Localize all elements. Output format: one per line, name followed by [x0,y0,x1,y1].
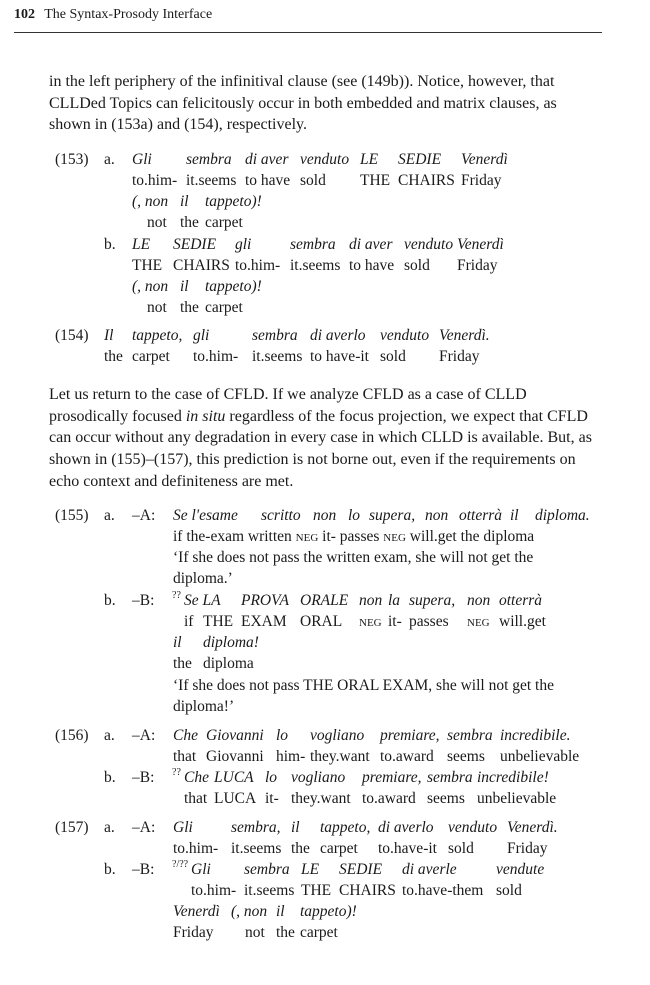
gloss-word: the [180,214,199,231]
gloss-word: it- [265,790,279,807]
gloss-word: LUCA [214,790,257,807]
gloss-word: the [180,299,199,316]
gloss-word: Che [173,727,198,744]
gloss-word: scritto [261,507,301,524]
gloss-word: venduto [300,151,350,168]
gloss-word: LE [360,151,379,168]
gloss-word: venduto [448,819,498,836]
gloss-word: di aver [245,151,289,168]
gloss-word: the [104,348,123,365]
sub-label: b. [104,769,116,786]
gloss-word: THE [301,882,332,899]
gloss-word: tappeto)! [205,193,262,210]
gloss-word: him- [276,748,306,765]
gloss-word: diploma [203,655,254,672]
gloss-word: THE [360,172,391,189]
gloss-word: to.him- [193,348,239,365]
gloss-word: they.want [310,748,370,765]
speaker-label: –A: [132,727,156,744]
speaker-label: –B: [132,592,155,609]
gloss-word: to.him- [191,882,237,899]
gloss-word: sold [448,840,474,857]
gloss-word: il [173,634,182,651]
gloss-word: unbelievable [500,748,580,765]
gloss-word: il [276,903,285,920]
gloss-word: Gli [173,819,193,836]
gloss-word: if [184,613,194,630]
gloss-word: sold [380,348,406,365]
gloss-word: otterrà [459,507,503,524]
gloss-word: Friday [457,257,498,274]
gloss-word: vogliano [310,727,365,744]
gloss-word: CHAIRS [339,882,396,899]
speaker-label: –A: [132,819,156,836]
gloss-word: gli [235,236,252,253]
gloss-word: Venerdì [173,903,220,920]
gloss-word: that [173,748,197,765]
gloss-word: passes [409,613,449,630]
example-number: (157) [55,819,89,836]
gloss-word: la [388,592,401,609]
gloss-word: vogliano [291,769,346,786]
gloss-word: sold [300,172,326,189]
gloss-word: tappeto, [320,819,371,836]
example-number: (156) [55,727,89,744]
gloss-word: SEDIE [339,861,383,878]
gloss-word: seems [427,790,465,807]
gloss-word: Friday [173,924,214,941]
gloss-word: il [180,278,189,295]
gloss-word: to.him- [132,172,178,189]
gloss-word: it.seems [290,257,341,274]
gloss-word: sembra [427,769,473,786]
gloss-word: seems [447,748,485,765]
gloss-word: Che [184,769,209,786]
gloss-word: carpet [300,924,338,941]
gloss-word: Friday [507,840,548,857]
gloss-word: sembra [290,236,336,253]
gloss-word: venduto [404,236,454,253]
gloss-word: not [147,299,167,316]
gloss-word: Venerdì. [439,327,490,344]
gloss-word: Friday [439,348,480,365]
gloss-word: not [147,214,167,231]
gloss-word: sembra [186,151,232,168]
gloss-word: ORAL [300,613,343,630]
paragraph-2: Let us return to the case of CFLD. If we analyze CFLD as a case of CLLD prosodically focused in situ regardless of the focus projection, we expect that CFLD can occur without any degradation in every case in which CLLD is available. But, as shown in (155)–(157), this prediction is not borne out, even if the requirements on echo context and definiteness are met. [49,386,592,490]
gloss-word: non [467,592,491,609]
gloss-word: sembra [244,861,290,878]
gloss-word: sold [496,882,522,899]
gloss-word: supera, [369,507,416,524]
gloss-word: diploma! [203,634,259,651]
gloss-word: that [184,790,208,807]
gloss-word: it- [388,613,402,630]
gloss-word: CHAIRS [398,172,455,189]
gloss-word: il [510,507,519,524]
gloss-word: to have-it [310,348,369,365]
gloss-word: carpet [205,299,243,316]
gloss-word: il [291,819,300,836]
gloss-word: incredibile! [477,769,549,786]
speaker-label: –B: [132,769,155,786]
translation: diploma!’ [173,698,235,715]
gloss-word: di averlo [378,819,434,836]
gloss-word: lo [265,769,278,786]
gloss-word: Venerdì [461,151,508,168]
translation: ‘If she does not pass THE ORAL EXAM, she will not get the [173,677,554,694]
gloss-word: it.seems [186,172,237,189]
gloss-word: (, non [132,193,169,210]
gloss-word: premiare, [362,769,422,786]
gloss-word: Se l'esame [173,507,238,524]
gloss-word: Giovanni [206,748,264,765]
gloss-word: to have [245,172,291,189]
gloss-word: carpet [320,840,358,857]
gloss-word: Friday [461,172,502,189]
gloss-word: Gli [132,151,152,168]
gloss-word: carpet [205,214,243,231]
gloss-word: otterrà [499,592,543,609]
paragraph-1: in the left periphery of the infinitival clause (see (149b)). Notice, however, that CLLDed Topics can felicitously occur in both embedded and matrix clauses, as shown in (153a) and (154), respectively. [49,73,557,134]
gloss-word: gli [193,327,210,344]
gloss-word: supera, [409,592,456,609]
gloss-word: tappeto)! [205,278,262,295]
gloss-word: non [313,507,337,524]
example-number: (153) [55,151,89,168]
gloss-line: if the-exam written neg it- passes neg will.get the diploma [173,528,535,545]
translation: diploma.’ [173,570,233,587]
sub-label: b. [104,861,116,878]
gloss-word: il [180,193,189,210]
example-number: (154) [55,327,89,344]
running-header [14,7,212,23]
gloss-word: PROVA [241,592,289,609]
gloss-word: lo [348,507,361,524]
gloss-word: LE [301,861,320,878]
sub-label: b. [104,592,116,609]
gloss-word: non [359,592,383,609]
running-title: The Syntax-Prosody Interface [44,7,213,22]
gloss-word: di averle [402,861,457,878]
sub-label: a. [104,727,115,744]
gloss-word: carpet [132,348,170,365]
judgment-mark: ?? [172,590,181,601]
gloss-word: Gli [191,861,211,878]
gloss-word: (, non [132,278,169,295]
translation: ‘If she does not pass the written exam, she will not get the [173,549,534,566]
gloss-word: not [245,924,265,941]
gloss-word: diploma. [535,507,590,524]
sub-label: a. [104,819,115,836]
speaker-label: –A: [132,507,156,524]
gloss-word: (, non [231,903,268,920]
gloss-word: to.have-them [402,882,484,899]
judgment-mark: ?? [172,767,181,778]
gloss-word: unbelievable [477,790,557,807]
judgment-mark: ?/?? [172,859,189,870]
gloss-word: sembra [252,327,298,344]
gloss-word: neg [359,613,382,630]
gloss-word: it.seems [231,840,282,857]
gloss-word: tappeto)! [300,903,357,920]
gloss-word: to.award [380,748,434,765]
gloss-word: premiare, [380,727,440,744]
gloss-word: it.seems [252,348,303,365]
gloss-word: to.have-it [378,840,437,857]
sub-label: a. [104,507,115,524]
gloss-word: di averlo [310,327,366,344]
gloss-word: Venerdì [457,236,504,253]
gloss-word: incredibile. [500,727,571,744]
gloss-word: ORALE [300,592,349,609]
gloss-word: Il [104,327,114,344]
gloss-word: non [425,507,449,524]
gloss-word: lo [276,727,289,744]
gloss-word: the [291,840,310,857]
gloss-word: venduto [380,327,430,344]
gloss-word: will.get [499,613,546,630]
gloss-word: sold [404,257,430,274]
gloss-word: to have [349,257,395,274]
example-number: (155) [55,507,89,524]
gloss-word: SEDIE [173,236,217,253]
gloss-word: tappeto, [132,327,183,344]
gloss-word: they.want [291,790,351,807]
gloss-word: to.him- [173,840,219,857]
speaker-label: –B: [132,861,155,878]
header-rule [14,32,602,33]
gloss-word: EXAM [241,613,287,630]
gloss-word: the [173,655,192,672]
gloss-word: neg [467,613,490,630]
gloss-word: LUCA [214,769,254,786]
gloss-word: LE [132,236,151,253]
gloss-word: THE [132,257,163,274]
gloss-word: CHAIRS [173,257,230,274]
page-number: 102 [14,7,35,22]
gloss-word: it.seems [244,882,295,899]
gloss-word: sembra, [231,819,281,836]
gloss-word: THE [203,613,234,630]
gloss-word: di aver [349,236,393,253]
sub-label: b. [104,236,116,253]
gloss-word: vendute [496,861,545,878]
gloss-word: to.him- [235,257,281,274]
gloss-word: Giovanni [206,727,264,744]
sub-label: a. [104,151,115,168]
gloss-word: Se LA [184,592,221,609]
gloss-word: SEDIE [398,151,442,168]
gloss-word: the [276,924,295,941]
gloss-word: to.award [362,790,416,807]
gloss-word: Venerdì. [507,819,558,836]
gloss-word: sembra [447,727,493,744]
